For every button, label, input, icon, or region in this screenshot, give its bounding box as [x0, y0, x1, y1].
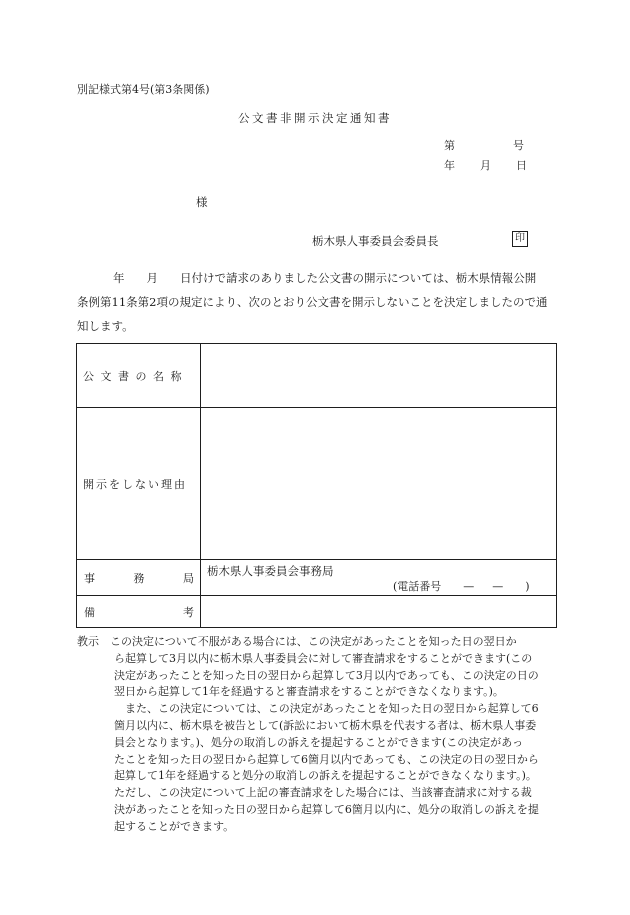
row-remarks	[77, 596, 557, 628]
notice-p1-line-4: 翌日から起算して1年を経過すると審査請求をすることができなくなります。)。	[114, 685, 504, 699]
body-line-1	[77, 266, 557, 290]
body-line-2: 条例第11条第2項の規定により、次のとおり公文書を開示しないことを決定しましたので通	[77, 295, 548, 309]
body-year: 年	[113, 271, 125, 285]
notice-p2-line-5: 起算して1年を経過すると処分の取消しの訴えを提起することができなくなります。)。	[114, 769, 537, 783]
label-office-char-2: 務	[133, 571, 145, 585]
date-month: 月	[480, 159, 491, 172]
label-remarks-char-1: 備	[84, 605, 95, 619]
form-number-label: 別記様式第4号(第3条関係)	[77, 83, 210, 96]
seal-mark: 印	[512, 231, 528, 247]
sender-title: 栃木県人事委員会委員長	[312, 234, 439, 248]
office-phone	[393, 578, 530, 594]
label-office-char-3: 局	[183, 571, 194, 585]
doc-number-prefix: 第	[444, 139, 455, 152]
notice-p1-line-2: ら起算して3月以内に栃木県人事委員会に対して審査請求をすることができます(この	[114, 651, 533, 665]
notice-p1-line-1: この決定について不服がある場合には、この決定があったことを知った日の翌日か	[110, 635, 517, 648]
notification-body	[77, 266, 557, 338]
doc-number-suffix: 号	[513, 139, 524, 152]
phone-dash-1: —	[463, 580, 475, 593]
phone-label: (電話番号	[393, 580, 442, 593]
notice-p2-line-1: また、この決定については、この決定があったことを知った日の翌日から起算して6	[125, 702, 539, 716]
appeal-notice	[77, 634, 557, 836]
label-office	[77, 560, 201, 596]
row-reason	[77, 408, 557, 560]
notice-p2-line-6: ただし、この決定について上記の審査請求をした場合には、当該審査請求に対する裁	[114, 786, 532, 800]
label-office-char-1: 事	[84, 571, 95, 585]
value-remarks	[201, 596, 557, 628]
notice-p2-line-7: 決があったことを知った日の翌日から起算して6箇月以内に、処分の取消しの訴えを提	[114, 802, 539, 816]
notice-p2-line-2: 箇月以内に、栃木県を被告として(訴訟において栃木県を代表する者は、栃木県人事委	[114, 718, 537, 732]
body-month: 月	[146, 271, 158, 285]
row-office	[77, 560, 557, 596]
label-reason: 開示をしない理由	[77, 408, 201, 560]
notice-p2-line-8: 起することができます。	[114, 819, 235, 833]
date-year: 年	[444, 159, 455, 172]
notice-p1-line-3: 決定があったことを知った日の翌日から起算して3月以内であっても、この決定の日の	[114, 668, 539, 682]
body-line-1-text: 日付けで請求のありました公文書の開示については、栃木県情報公開	[180, 271, 537, 285]
label-remarks-char-2: 考	[183, 605, 194, 619]
value-document-name	[201, 344, 557, 408]
label-document-name: 公文書の名称	[77, 344, 201, 408]
addressee-honorific: 様	[196, 195, 208, 209]
notice-heading: 教示	[77, 635, 99, 648]
row-document-name	[77, 344, 557, 408]
notice-line	[77, 634, 557, 651]
document-title: 公文書非開示決定通知書	[238, 111, 392, 125]
office-name: 栃木県人事委員会事務局	[207, 564, 334, 578]
label-remarks	[77, 596, 201, 628]
body-line-3: 知します。	[77, 319, 134, 333]
value-reason	[201, 408, 557, 560]
decision-table	[76, 343, 557, 628]
notice-p2-line-4: たことを知った日の翌日から起算して6箇月以内であっても、この決定の日の翌日から	[114, 752, 539, 766]
date-day: 日	[516, 159, 527, 172]
notice-p2-line-3: 員会となります。)、処分の取消しの訴えを提起することができます(この決定があっ	[114, 735, 524, 749]
phone-close-paren: )	[525, 580, 530, 593]
phone-dash-2: —	[492, 580, 504, 593]
value-office	[201, 560, 557, 596]
